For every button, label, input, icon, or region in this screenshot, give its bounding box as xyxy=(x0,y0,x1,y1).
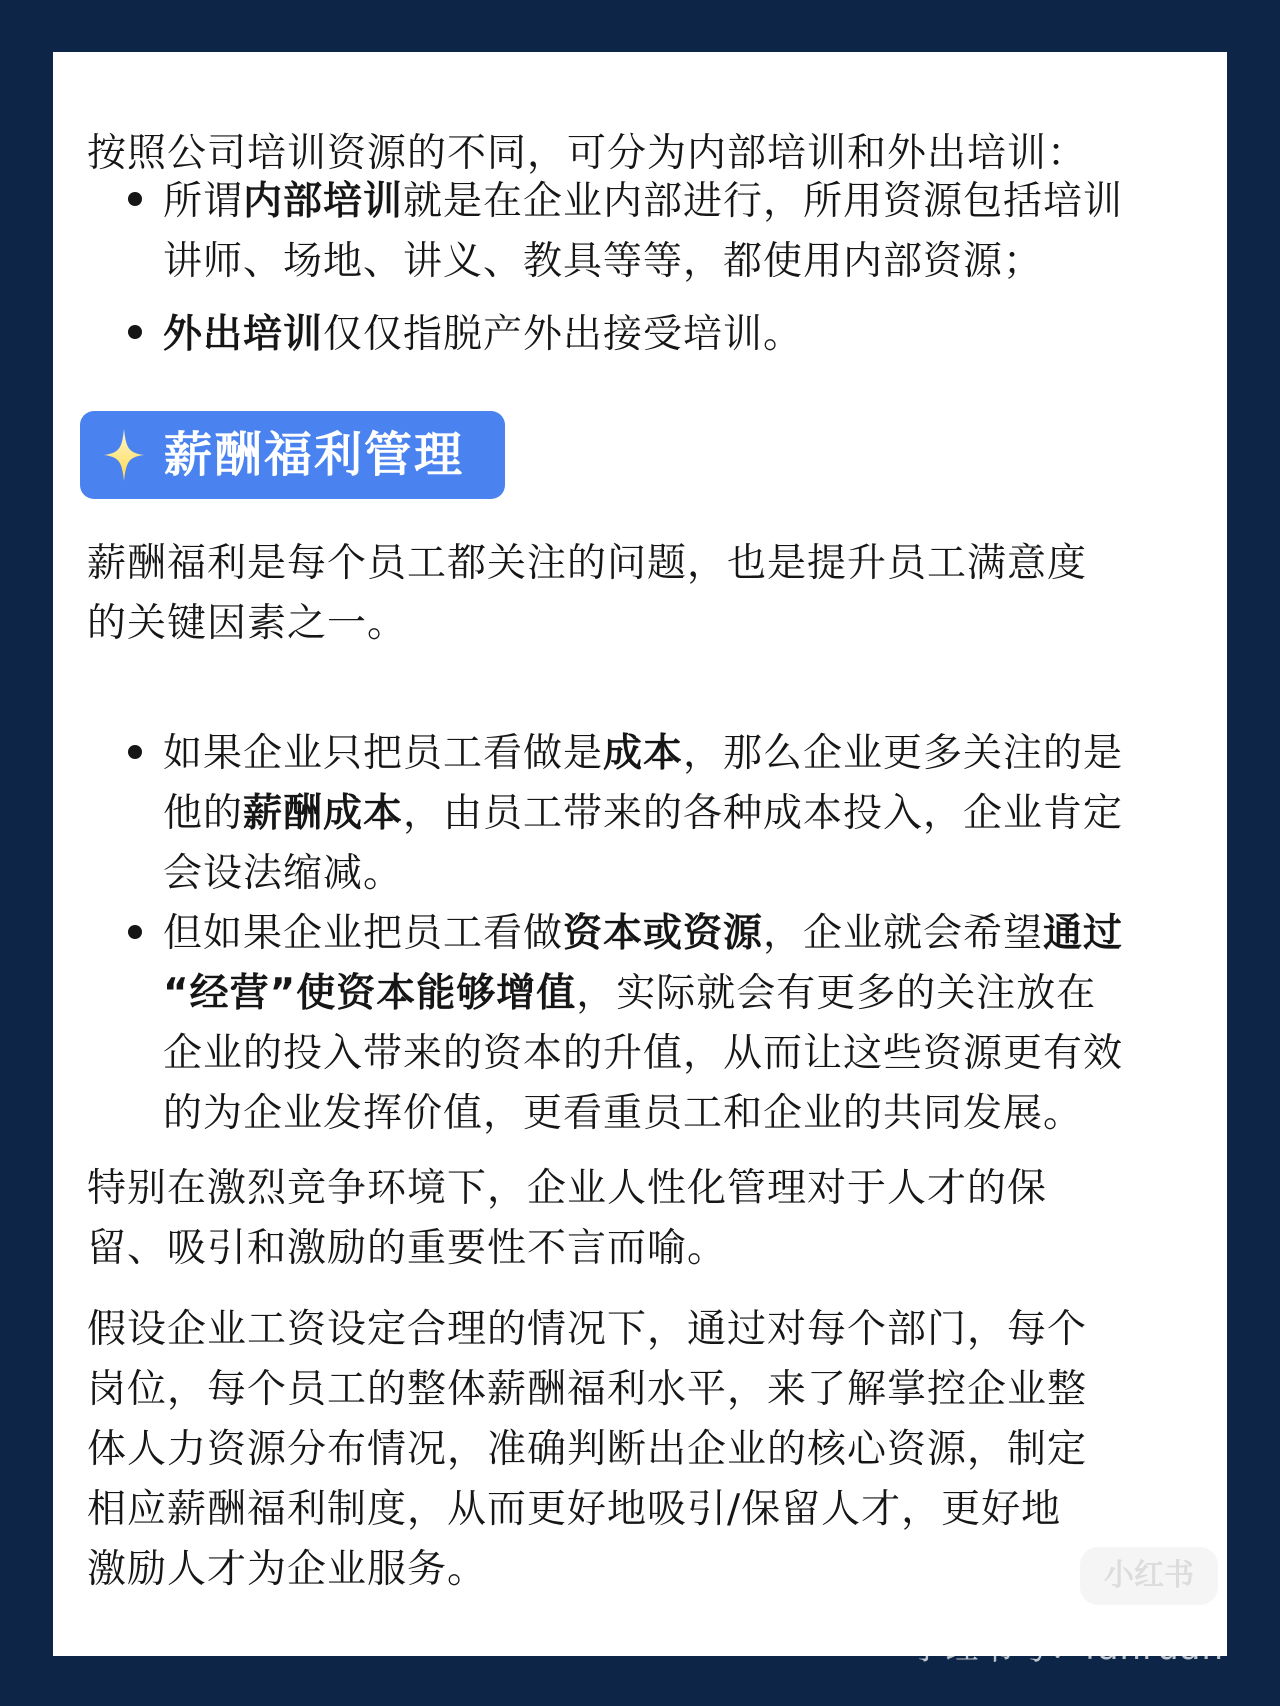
text-line: 岗位，每个员工的整体薪酬福利水平，来了解掌控企业整 xyxy=(87,1367,1088,1412)
content-card xyxy=(53,52,1227,1656)
text-line xyxy=(163,904,1243,964)
text-line: 激励人才为企业服务。 xyxy=(87,1547,488,1592)
text-line xyxy=(163,724,1243,784)
bullet-dot xyxy=(128,325,142,339)
section-heading xyxy=(80,411,505,499)
text-line: 薪酬福利是每个员工都关注的问题，也是提升员工满意度 xyxy=(87,541,1088,586)
text-line xyxy=(163,172,1243,232)
text-run: 仅仅指脱产外出接受培训。 xyxy=(323,312,804,357)
bold-term: 内部培训 xyxy=(243,179,404,224)
list-item-external-training xyxy=(163,305,1243,365)
text-run: ，实际就会有更多的关注放在 xyxy=(576,971,1097,1016)
text-line: 的为企业发挥价值，更看重员工和企业的共同发展。 xyxy=(163,1091,1084,1136)
text-line: 假设企业工资设定合理的情况下，通过对每个部门，每个 xyxy=(87,1307,1088,1352)
text-line: 按照公司培训资源的不同，可分为内部培训和外出培训： xyxy=(87,131,1088,176)
bullet-dot xyxy=(128,192,142,206)
text-line: 讲师、场地、讲义、教具等等，都使用内部资源； xyxy=(163,239,1044,284)
watermark-logo: 小红书 xyxy=(1080,1547,1218,1605)
bold-term: 通过 xyxy=(1043,911,1124,956)
text-line xyxy=(163,964,1243,1024)
text-run: 如果企业只把员工看做是 xyxy=(163,731,604,776)
text-run: 所谓 xyxy=(163,179,244,224)
watermark-account: 小红书号：fanruan xyxy=(909,1628,1224,1668)
list-item-capital-view xyxy=(163,904,1243,1144)
text-run: 但如果企业把员工看做 xyxy=(163,911,564,956)
bullet-dot xyxy=(128,925,142,939)
section-title: 薪酬福利管理 xyxy=(164,427,465,483)
bold-term: 薪酬成本 xyxy=(243,791,404,836)
text-line: 体人力资源分布情况，准确判断出企业的核心资源，制定 xyxy=(87,1427,1088,1472)
text-line: 的关键因素之一。 xyxy=(87,601,408,646)
text-line: 相应薪酬福利制度，从而更好地吸引/保留人才，更好地 xyxy=(87,1487,1062,1532)
text-line: 特别在激烈竞争环境下，企业人性化管理对于人才的保 xyxy=(87,1166,1048,1211)
sparkle-star-icon xyxy=(102,427,146,483)
bold-term: “经营”使资本能够增值 xyxy=(163,971,577,1016)
competition-paragraph xyxy=(87,1159,1237,1279)
text-run: ，企业就会希望 xyxy=(763,911,1044,956)
assumption-paragraph xyxy=(87,1300,1237,1600)
text-run: ，那么企业更多关注的是 xyxy=(683,731,1124,776)
list-item-cost-view xyxy=(163,724,1243,904)
text-run: 就是在企业内部进行，所用资源包括培训 xyxy=(403,179,1124,224)
compensation-paragraph xyxy=(87,534,1237,654)
text-run: ，由员工带来的各种成本投入，企业肯定 xyxy=(403,791,1124,836)
bullet-dot xyxy=(128,745,142,759)
bold-term: 外出培训 xyxy=(163,312,324,357)
text-line: 留、吸引和激励的重要性不言而喻。 xyxy=(87,1226,728,1271)
text-line: 企业的投入带来的资本的升值，从而让这些资源更有效 xyxy=(163,1031,1124,1076)
text-line xyxy=(163,305,1243,365)
text-line: 会设法缩减。 xyxy=(163,851,404,896)
bold-term: 资本或资源 xyxy=(563,911,764,956)
text-line xyxy=(163,784,1243,844)
list-item-internal-training xyxy=(163,172,1243,292)
bold-term: 成本 xyxy=(603,731,684,776)
text-run: 他的 xyxy=(163,791,244,836)
